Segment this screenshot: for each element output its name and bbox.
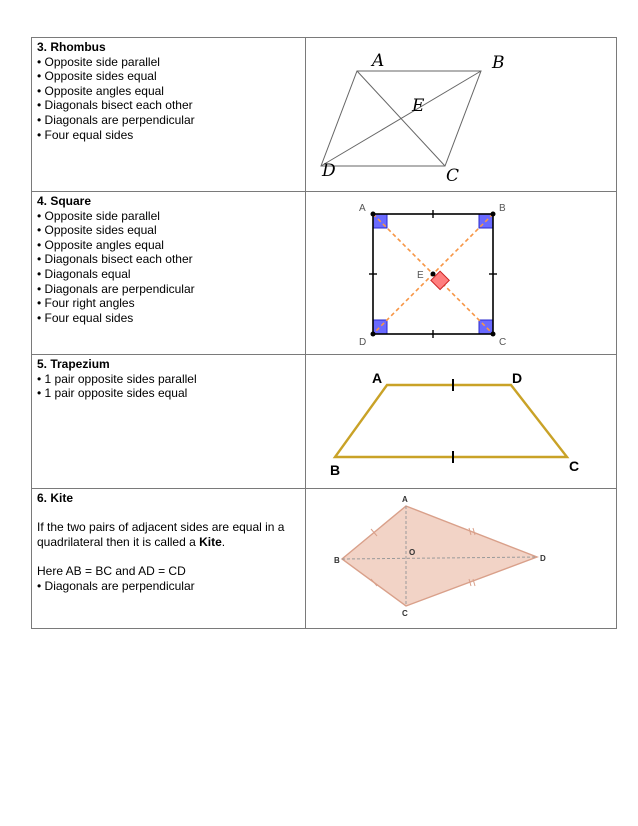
trapezium-bullet: • 1 pair opposite sides equal [37, 386, 188, 401]
rhombus-diagonal-bd [321, 71, 481, 166]
square-vertex-d [371, 332, 376, 337]
square-bullet: • Opposite angles equal [37, 237, 164, 252]
kite-diagram [306, 489, 616, 623]
square-bullet: • Opposite side parallel [37, 208, 160, 223]
kite-definition-term: Kite [199, 534, 222, 549]
square-title: 4. Square [37, 194, 92, 208]
rhombus-label-e: E [412, 96, 425, 116]
rhombus-diagram [306, 38, 616, 186]
square-text-cell [32, 192, 306, 355]
square-bullet: • Four right angles [37, 296, 135, 311]
rhombus-bullet: • Four equal sides [37, 127, 134, 142]
rhombus-row [32, 38, 617, 192]
rhombus-label-a: A [372, 51, 385, 71]
rhombus-text-cell [32, 38, 306, 192]
square-row [32, 192, 617, 355]
trapezium-outline [335, 385, 567, 457]
square-angle-c [479, 320, 493, 334]
rhombus-bullet: • Diagonals bisect each other [37, 98, 193, 113]
square-label-d: D [359, 337, 367, 348]
square-vertex-e [431, 272, 436, 277]
trapezium-label-d: D [512, 370, 523, 386]
rhombus-bullet: • Opposite angles equal [37, 83, 164, 98]
kite-equal-sides: Here AB = BC and AD = CD [37, 563, 186, 578]
trapezium-label-c: C [569, 458, 580, 474]
square-bullet: • Opposite sides equal [37, 223, 157, 238]
trapezium-figure-cell [306, 355, 617, 489]
square-bullet: • Four equal sides [37, 310, 134, 325]
square-vertex-a [371, 212, 376, 217]
trapezium-title: 5. Trapezium [37, 357, 110, 371]
kite-label-b: B [334, 556, 340, 565]
rhombus-title: 3. Rhombus [37, 40, 106, 54]
trapezium-label-b: B [330, 462, 341, 478]
kite-row [32, 489, 617, 629]
rhombus-bullet: • Opposite sides equal [37, 69, 157, 84]
kite-outline [342, 506, 537, 606]
kite-definition-end: . [221, 534, 226, 549]
trapezium-text-cell [32, 355, 306, 489]
square-diagram [306, 192, 616, 349]
quadrilateral-table [31, 37, 617, 629]
kite-text-cell [32, 489, 306, 629]
rhombus-bullet: • Opposite side parallel [37, 54, 160, 69]
rhombus-label-c: C [446, 166, 460, 186]
kite-definition [37, 520, 301, 549]
rhombus-figure-cell [306, 38, 617, 192]
trapezium-bullet: • 1 pair opposite sides parallel [37, 371, 197, 386]
square-label-e: E [417, 270, 424, 281]
square-label-c: C [499, 337, 507, 348]
square-vertex-c [491, 332, 496, 337]
rhombus-label-b: B [492, 53, 505, 73]
square-label-a: A [359, 203, 366, 214]
kite-label-c: C [402, 609, 408, 618]
rhombus-bullet: • Diagonals are perpendicular [37, 112, 195, 127]
kite-label-d: D [540, 554, 546, 563]
rhombus-label-d: D [322, 161, 336, 181]
square-angle-d [373, 320, 387, 334]
kite-bullet: • Diagonals are perpendicular [37, 578, 195, 593]
square-bullet: • Diagonals bisect each other [37, 252, 193, 267]
kite-label-o: O [409, 548, 416, 557]
square-label-b: B [499, 203, 506, 214]
square-bullet: • Diagonals are perpendicular [37, 281, 195, 296]
kite-definition-text: If the two pairs of adjacent sides are equal in a quadrilateral then it is called a [37, 520, 285, 549]
square-bullet: • Diagonals equal [37, 266, 131, 281]
kite-label-a: A [402, 495, 408, 504]
trapezium-row [32, 355, 617, 489]
kite-figure-cell [306, 489, 617, 629]
trapezium-diagram [306, 355, 616, 483]
kite-title: 6. Kite [37, 491, 74, 505]
square-figure-cell [306, 192, 617, 355]
square-vertex-b [491, 212, 496, 217]
trapezium-label-a: A [372, 370, 383, 386]
